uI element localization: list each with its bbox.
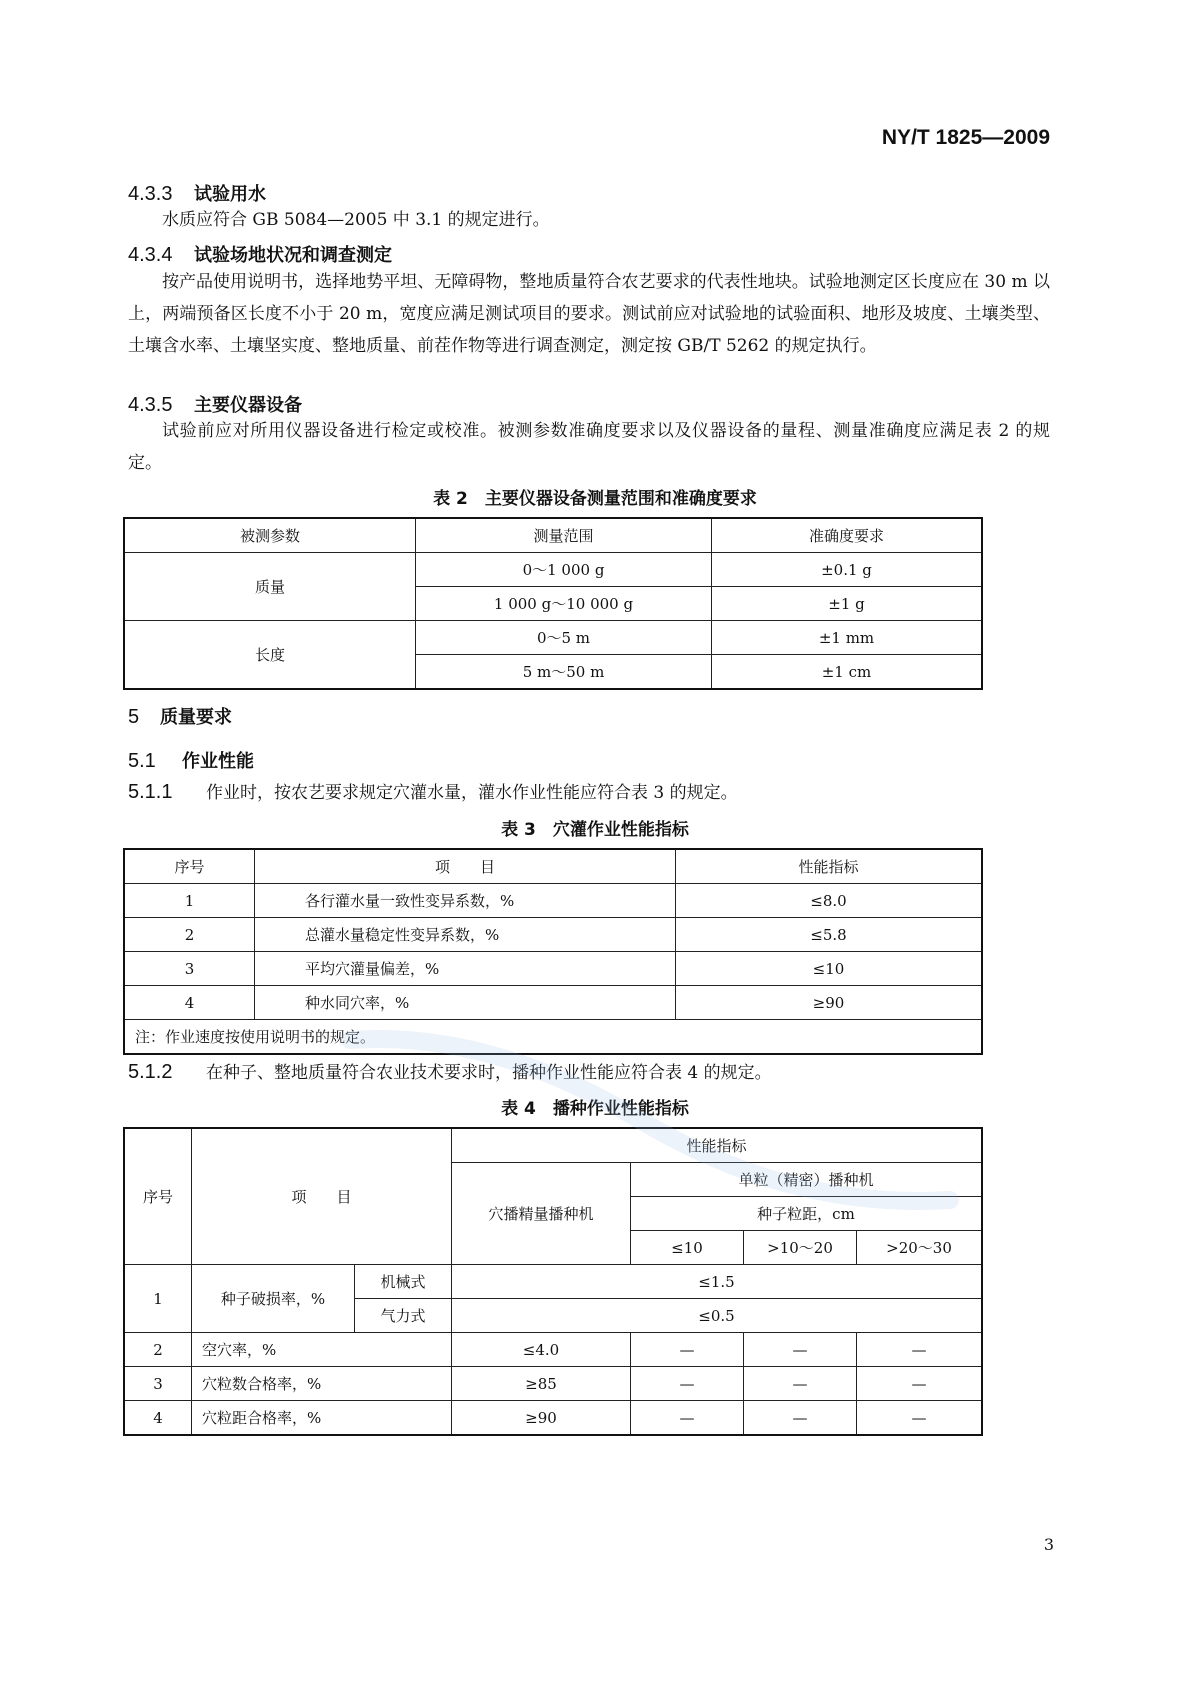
section-4-3-5-text: 试验前应对所用仪器设备进行检定或校准。被测参数准确度要求以及仪器设备的量程、测量准确度应满足表 2 的规定。	[128, 421, 1050, 473]
section-number: 4.3.4	[128, 244, 173, 266]
column-header: 准确度要求	[712, 518, 983, 553]
item-cell: 种水同穴率，%	[255, 986, 676, 1020]
value-cell: ≥85	[452, 1367, 631, 1401]
table-header-row	[124, 1128, 982, 1163]
section-5-1-heading	[128, 747, 254, 773]
column-header: 性能指标	[676, 849, 983, 884]
column-header: 测量范围	[416, 518, 712, 553]
value-cell: —	[631, 1401, 744, 1436]
section-4-3-4-heading	[128, 241, 392, 267]
item-cell: 总灌水量稳定性变异系数，%	[255, 918, 676, 952]
section-text: 作业时，按农艺要求规定穴灌水量，灌水作业性能应符合表 3 的规定。	[206, 783, 738, 803]
standard-number: NY/T 1825—2009	[881, 126, 1050, 149]
column-header: 序号	[124, 849, 255, 884]
row-number: 3	[124, 1367, 192, 1401]
section-4-3-3-heading	[128, 180, 266, 206]
value-cell: —	[744, 1401, 857, 1436]
column-header: 项 目	[255, 849, 676, 884]
item-cell: 平均穴灌量偏差，%	[255, 952, 676, 986]
row-number: 1	[124, 1265, 192, 1333]
param-cell: 长度	[124, 621, 416, 690]
section-5-heading	[128, 703, 232, 729]
column-header: 项 目	[192, 1128, 452, 1265]
range-cell: 1 000 g～10 000 g	[416, 587, 712, 621]
column-header: 单粒（精密）播种机	[631, 1163, 983, 1197]
section-number: 4.3.5	[128, 394, 173, 416]
column-header: >10～20	[744, 1231, 857, 1265]
table-header-row	[124, 518, 982, 553]
section-text: 在种子、整地质量符合农业技术要求时，播种作业性能应符合表 4 的规定。	[206, 1063, 772, 1083]
table-row	[124, 986, 982, 1020]
value-cell: ≤8.0	[676, 884, 983, 918]
row-number: 3	[124, 952, 255, 986]
value-cell: ≥90	[452, 1401, 631, 1436]
table-header-row	[124, 849, 982, 884]
sub-item-cell: 气力式	[355, 1299, 452, 1333]
section-title: 试验场地状况和调查测定	[194, 245, 392, 266]
section-5-1-2	[128, 1058, 772, 1084]
item-cell: 空穴率，%	[192, 1333, 452, 1367]
table-2	[123, 517, 983, 690]
table-4-caption: 表 4 播种作业性能指标	[501, 1099, 689, 1119]
item-cell: 穴粒距合格率，%	[192, 1401, 452, 1436]
value-cell: ≤0.5	[452, 1299, 983, 1333]
value-cell: —	[857, 1401, 983, 1436]
value-cell: ≤10	[676, 952, 983, 986]
section-title: 质量要求	[160, 707, 232, 728]
column-header: 种子粒距，cm	[631, 1197, 983, 1231]
accuracy-cell: ±1 g	[712, 587, 983, 621]
section-number: 5.1.1	[128, 781, 173, 803]
value-cell: ≤5.8	[676, 918, 983, 952]
row-number: 1	[124, 884, 255, 918]
table-row	[124, 553, 982, 587]
row-number: 2	[124, 918, 255, 952]
table-row	[124, 1265, 982, 1299]
table-note: 注：作业速度按使用说明书的规定。	[124, 1020, 982, 1055]
column-header: 穴播精量播种机	[452, 1163, 631, 1265]
range-cell: 0～1 000 g	[416, 553, 712, 587]
table-row	[124, 952, 982, 986]
section-4-3-4-text: 按产品使用说明书，选择地势平坦、无障碍物，整地质量符合农艺要求的代表性地块。试验地测定区长度应在 30 m 以上，两端预备区长度不小于 20 m，宽度应满足测试项目的要求。测试前应对试验地的试验面积、地形及坡度、土壤类型、土壤含水率、土壤坚实度、整地质量、前茬作物等进行调查测定，测定按 GB/T 5262 的规定执行。	[128, 272, 1050, 356]
column-header: ≤10	[631, 1231, 744, 1265]
section-5-1-1	[128, 778, 738, 804]
table-row	[124, 1333, 982, 1367]
table-row	[124, 1367, 982, 1401]
row-number: 4	[124, 986, 255, 1020]
section-4-3-5-heading	[128, 391, 302, 417]
range-cell: 5 m～50 m	[416, 655, 712, 690]
table-row	[124, 621, 982, 655]
table-row	[124, 884, 982, 918]
column-header: 性能指标	[452, 1128, 983, 1163]
section-number: 5	[128, 706, 140, 728]
value-cell: —	[631, 1333, 744, 1367]
table-2-caption: 表 2 主要仪器设备测量范围和准确度要求	[433, 489, 757, 509]
table-3-caption: 表 3 穴灌作业性能指标	[501, 820, 689, 840]
value-cell: —	[744, 1333, 857, 1367]
accuracy-cell: ±1 mm	[712, 621, 983, 655]
section-number: 4.3.3	[128, 183, 173, 205]
table-4	[123, 1127, 983, 1436]
table-row	[124, 1401, 982, 1436]
value-cell: —	[631, 1367, 744, 1401]
row-number: 2	[124, 1333, 192, 1367]
value-cell: ≤4.0	[452, 1333, 631, 1367]
page-number: 3	[1043, 1535, 1054, 1554]
table-note-row	[124, 1020, 982, 1055]
range-cell: 0～5 m	[416, 621, 712, 655]
value-cell: —	[857, 1367, 983, 1401]
value-cell: ≤1.5	[452, 1265, 983, 1299]
column-header: >20～30	[857, 1231, 983, 1265]
sub-item-cell: 机械式	[355, 1265, 452, 1299]
section-number: 5.1.2	[128, 1061, 173, 1083]
section-number: 5.1	[128, 750, 156, 772]
section-title: 主要仪器设备	[194, 395, 302, 416]
accuracy-cell: ±1 cm	[712, 655, 983, 690]
param-cell: 质量	[124, 553, 416, 621]
column-header: 被测参数	[124, 518, 416, 553]
accuracy-cell: ±0.1 g	[712, 553, 983, 587]
table-row	[124, 918, 982, 952]
row-number: 4	[124, 1401, 192, 1436]
value-cell: —	[744, 1367, 857, 1401]
item-cell: 穴粒数合格率，%	[192, 1367, 452, 1401]
item-cell: 种子破损率，%	[192, 1265, 355, 1333]
section-4-3-3-text: 水质应符合 GB 5084—2005 中 3.1 的规定进行。	[162, 210, 550, 230]
section-title: 试验用水	[194, 184, 266, 205]
section-title: 作业性能	[182, 751, 254, 772]
value-cell: —	[857, 1333, 983, 1367]
value-cell: ≥90	[676, 986, 983, 1020]
item-cell: 各行灌水量一致性变异系数，%	[255, 884, 676, 918]
table-3	[123, 848, 983, 1055]
column-header: 序号	[124, 1128, 192, 1265]
